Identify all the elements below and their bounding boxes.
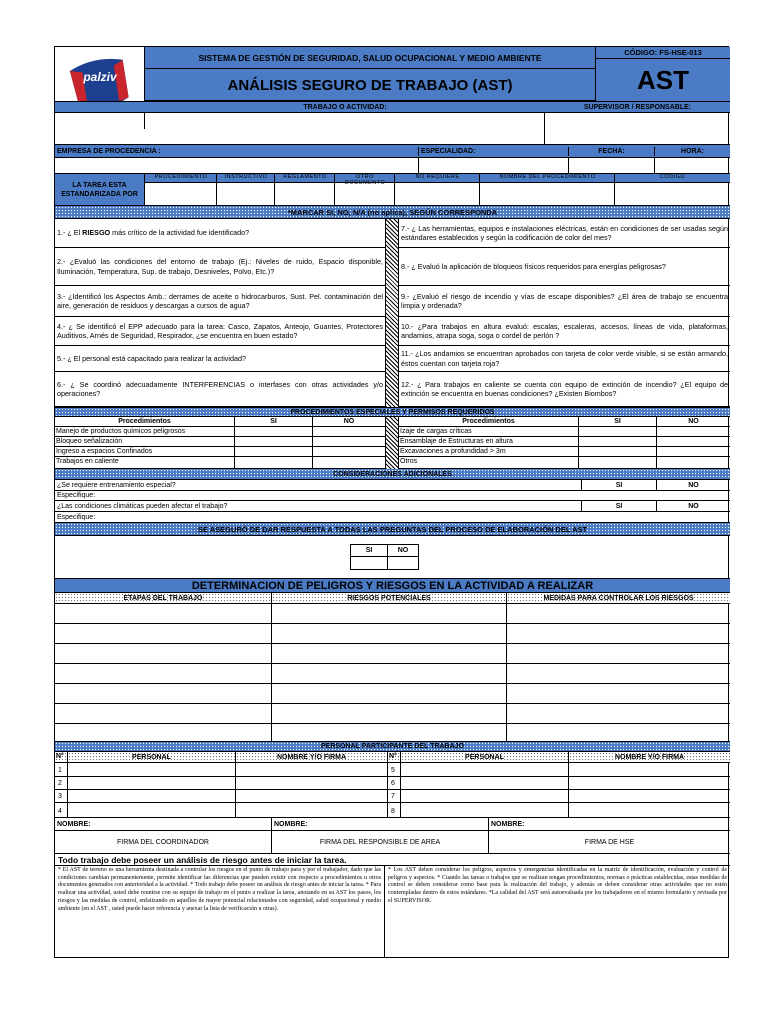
code-big-cell (595, 59, 730, 101)
doc-title-bar (145, 69, 595, 101)
system-title: SISTEMA DE GESTIÓN DE SEGURIDAD, SALUD OCUPACIONAL Y MEDIO AMBIENTE (198, 53, 542, 63)
firmas-area (55, 818, 730, 854)
proc-row-right: Excavaciones a profundidad > 3m (399, 447, 730, 457)
firma-hse[interactable]: NOMBRE: FIRMA DE HSE (489, 818, 730, 853)
estandarizada-label: LA TAREA ESTA ESTANDARIZADA POR (61, 181, 138, 198)
personal-row[interactable]: 4 8 (55, 803, 730, 818)
trabajo-bar (55, 101, 730, 113)
logo-text: palziv (83, 70, 117, 84)
firma-coordinador[interactable]: NOMBRE: FIRMA DEL COORDINADOR (55, 818, 272, 853)
trabajo-field[interactable] (55, 113, 545, 144)
hatch-divider (385, 219, 399, 407)
question-10: 10.- ¿Para trabajos en altura evaluó: escalas, escaleras, accesos, líneas de vida, plataformas, andamios, atrapa soga, soga o cordel de perlón ? (399, 317, 730, 346)
question-9: 9.- ¿Evaluó el riesgo de incendio y vías de escape disponibles? ¿El área de trabajo se encuentra limpia y ordenada? (399, 286, 730, 317)
question-12: 12.- ¿ Para trabajos en caliente se cuenta con equipo de extinción de incendio? ¿El equipo de extinción se encuentra en buenas condiciones? ¿Existen Biombos? (399, 372, 730, 407)
empresa-bar (55, 145, 730, 158)
trabajo-input-row (55, 113, 730, 145)
hora-field[interactable] (655, 158, 730, 173)
personal-row[interactable]: 1 5 (55, 763, 730, 777)
empresa-field[interactable] (55, 158, 419, 173)
consideraciones-bar: CONSIDERACIONES ADICIONALES (55, 469, 730, 480)
consid-row-1: ¿Se requiere entrenamiento especial? SI NO (55, 480, 730, 491)
personal-row[interactable]: 3 7 (55, 790, 730, 803)
aseguro-area (55, 536, 730, 578)
question-11: 11.- ¿Los andamios se encuentran aprobados con tarjeta de color verde visible, si se están armando, éstos cuentan con tarjeta roja? (399, 346, 730, 372)
personal-row[interactable]: 2 6 (55, 777, 730, 790)
firma-responsable[interactable]: NOMBRE: FIRMA DEL RESPONSIBLE DE AREA (272, 818, 489, 853)
aseguro-no-box[interactable] (387, 556, 419, 570)
code-label: CÓDIGO: FS-HSE-013 (624, 48, 702, 57)
col-no-requiere[interactable]: NO REQUIERE (395, 174, 480, 205)
personal-bar: PERSONAL PARTICIPANTE DEL TRABAJO (55, 741, 730, 752)
fecha-field[interactable] (569, 158, 655, 173)
code-big: AST (637, 64, 689, 95)
col-codigo[interactable]: CÓDIGO (659, 174, 686, 180)
aseguro-no-label: NO (387, 544, 419, 557)
consid-especifique-1[interactable]: Especifique: (55, 491, 730, 501)
supervisor-field[interactable] (545, 113, 730, 144)
procedimientos-bar: PROCEDIMIENTOS ESPECIALES Y PERMISOS REQUERIDOS (55, 407, 730, 417)
question-2: 2.- ¿Evaluó las condiciones del entorno de trabajo (Ej.: Niveles de ruido, Espacio disponible, Iluminación, Temperatura, Sup. de trabajo, Desniveles, Polvo, Etc.)? (55, 248, 385, 286)
col-reglamento[interactable]: REGLAMENTO (275, 174, 335, 205)
empresa-label: EMPRESA DE PROCEDENCIA : (55, 147, 419, 156)
supervisor-label: SUPERVISOR / RESPONSABLE: (583, 103, 692, 111)
consid-row-2: ¿Las condiciones climáticas pueden afectar el trabajo? SI NO (55, 501, 730, 512)
personal-table: N° PERSONAL NOMBRE Y/O FIRMA N° PERSONAL NOMBRE Y/O FIRMA 1 5 2 6 3 7 4 8 (55, 752, 730, 818)
col-nombre-procedimiento[interactable]: NOMBRE DEL PROCEDIMIENTO (480, 174, 615, 205)
question-6: 6.- ¿ Se coordinó adecuadamente INTERFERENCIAS o interfases con otras actividades y/o operaciones? (55, 372, 385, 407)
proc-row-right: Ensamblaje de Estructuras en altura (399, 437, 730, 447)
col-procedimiento[interactable]: PROCEDIMIENTO (145, 174, 217, 205)
trabajo-label: TRABAJO O ACTIVIDAD: (303, 103, 387, 111)
system-title-bar (145, 47, 595, 69)
especialidad-label: ESPECIALIDAD: (419, 147, 569, 156)
proc-row-left: Ingreso a espacios Confinados (55, 447, 385, 457)
procedimientos-table: Procedimientos SI NO Procedimientos SI NO Manejo de productos químicos peligrosos Bloqueo señalización Ingreso a espacios Confinados Trabajos en caliente Izaje de cargas críticas Ensamblaje de Estructuras en altura Excavaciones a profundidad > 3m Otros (55, 417, 730, 469)
footer-right-text: * Los AST deben considerar los peligros, aspectos y emergencias identificadas en la matriz de identificación, evaluación y control de peligros y aspectos. * Cuando las tareas o trabajos que se realizan tengan procedimientos, normas o prácticas establecidas, estas medidas de control se deben considerar como base para la realización del trabajo, y además se deben considerar otras actividades que no estén contempladas dentro de estos estándares. *La calidad del AST será autoevaluada por los trabajadores en el mismo formulario y revisada por el SUPERVISOR. (388, 867, 727, 904)
question-3: 3.- ¿Identificó los Aspectos Amb.: derrames de aceite o hidrocarburos, Sust. Pel. contaminación del aire, generación de residuos y descargas a cursos de agua? (55, 286, 385, 317)
footer-notes (55, 866, 730, 959)
proc-row-left: Manejo de productos químicos peligrosos (55, 427, 385, 437)
doc-title: ANÁLISIS SEGURO DE TRABAJO (AST) (227, 76, 513, 94)
code-label-cell (595, 47, 730, 59)
proc-row-left: Bloqueo señalización (55, 437, 385, 447)
marcar-bar (55, 206, 730, 219)
question-1: 1.- ¿ El RIESGO más crítico de la actividad fue identificado? (55, 219, 385, 248)
question-8: 8.- ¿ Evaluó la aplicación de bloqueos físicos requeridos para energías peligrosas? (399, 248, 730, 286)
footer-title-row (55, 854, 730, 866)
question-7: 7.- ¿ Las herramientas, equipos e instalaciones eléctricas, están en condiciones de ser usadas según estándares establecidos y según la codificación de color del mes? (399, 219, 730, 248)
proc-row-right: Otros (399, 457, 730, 469)
questions-grid (55, 219, 730, 407)
col-otro-documento[interactable]: OTRO DOCUMENTO (335, 174, 395, 205)
empresa-input-row (55, 158, 730, 174)
proc-row-right: Izaje de cargas críticas (399, 427, 730, 437)
especialidad-field[interactable] (419, 158, 569, 173)
aseguro-si-box[interactable] (350, 556, 388, 570)
fecha-label: FECHA: (569, 147, 655, 156)
col-instructivo[interactable]: INSTRUCTIVO (217, 174, 275, 205)
consid-especifique-2[interactable]: Especifique: (55, 512, 730, 523)
aseguro-si-label: SI (350, 544, 388, 557)
footer-left-text: * El AST de terreno es una herramienta destinada a controlar los riesgos en el punto de trabajo para y por el trabajador, dado que las condiciones cambian permanentemente, permite identificar las diferencias que pueden existir con respecto a procedimientos u otros documentos generados con anterioridad a la actividad. * Todo trabajo debe poseer un análisis de riesgo antes de iniciar la tarea. * Para realizar una actividad, usted debe reunirse con su equipo de trabajo en el punto a realizar la tarea, anotando en su AST los pasos, los riesgos y las medidas de control, enfatizando en aquellos de mayor potencial relacionados con seguridad, salud ocupacional y medio ambiente (en el AST , usted puede hacer referencia y anexar la lista de verificación u otras). (55, 866, 385, 958)
estandarizada-cell (55, 174, 145, 206)
ast-form (54, 46, 729, 958)
aseguro-bar: SE ASEGURÓ DE DAR RESPUESTA A TODAS LAS PREGUNTAS DEL PROCESO DE ELABORACIÓN DEL AST (55, 523, 730, 536)
peligros-grid[interactable] (55, 604, 730, 741)
peligros-title-bar: DETERMINACION DE PELIGROS Y RIESGOS EN LA ACTIVIDAD A REALIZAR (55, 578, 730, 593)
hora-label: HORA: (681, 148, 704, 155)
peligros-header: ETAPAS DEL TRABAJO RIESGOS POTENCIALES MEDIDAS PARA CONTROLAR LOS RIESGOS (55, 593, 730, 604)
marcar-label: *MARCAR SI, NO, N/A (no aplica), SEGÚN CORRESPONDA (287, 207, 498, 217)
question-4: 4.- ¿ Se identificó el EPP adecuado para la tarea: Casco, Zapatos, Anteojo, Guantes, Protectores Auditivos, Arnés de Seguridad, Respirador, ¿se encuentra en buen estado? (55, 317, 385, 346)
doc-type-grid (145, 174, 730, 206)
question-5: 5.- ¿ El personal está capacitado para realizar la actividad? (55, 346, 385, 372)
proc-row-left: Trabajos en caliente (55, 457, 385, 469)
footer-title: Todo trabajo debe poseer un análisis de riesgo antes de iniciar la tarea. (58, 855, 347, 865)
